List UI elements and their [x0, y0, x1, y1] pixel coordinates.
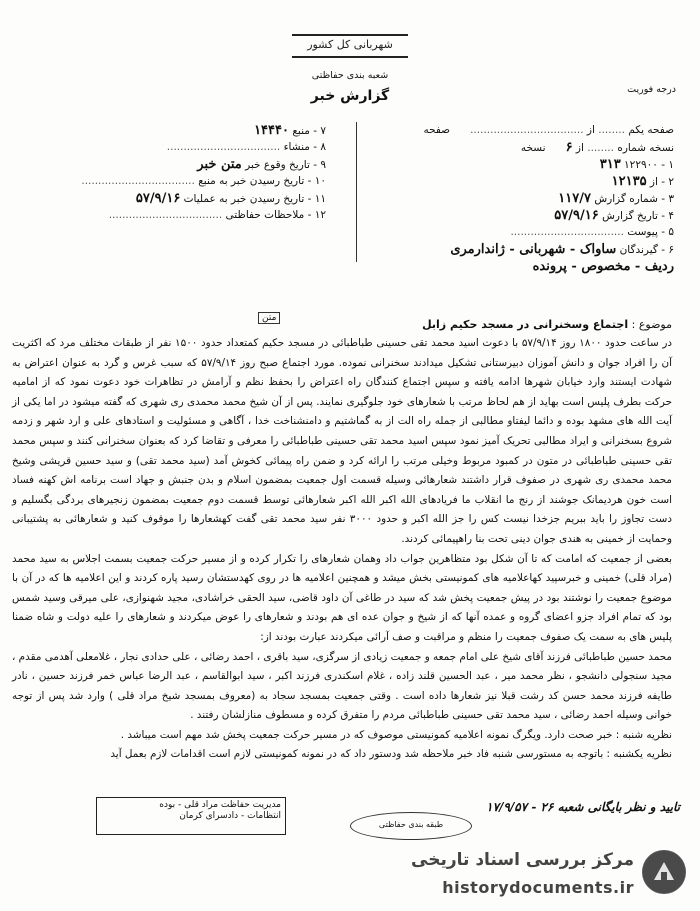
dotted-leader: ........: [594, 124, 629, 136]
form-right-row: [334, 122, 674, 139]
form-right-value: ۱۲۱۳۵: [611, 174, 647, 189]
form-right-mid: از: [586, 124, 595, 136]
form-right-row: [334, 156, 674, 173]
report-body: [12, 334, 672, 765]
form-right-row: [334, 258, 674, 275]
routing-box-line-2: انتظامات - دادسرای کرمان: [179, 811, 281, 821]
form-left-label: ۸ - منشاء: [283, 141, 326, 153]
form-left-row: [36, 139, 326, 156]
dotted-leader: ..................................: [510, 226, 628, 238]
form-left-row: [36, 156, 326, 173]
classification-label: شعبه بندی حفاظتی: [311, 70, 389, 81]
subject-label: موضوع: [638, 318, 672, 331]
form-right-label: ۲ - از: [649, 176, 674, 188]
form-left-label: ۷ - منبع: [292, 125, 326, 137]
form-right-label: ۶ - گیرندگان: [619, 244, 674, 256]
form-left: [36, 122, 326, 224]
form-left-row: [36, 122, 326, 139]
dotted-leader: ..................................: [81, 175, 199, 187]
handwritten-signature: تایید و نظر بایگانی شعبه ۲۶ - ۱۷/۹/۵۷: [486, 800, 680, 814]
dotted-leader: ..................................: [108, 209, 226, 221]
form-left-row: [36, 190, 326, 207]
form-right-label: ۳ - شماره گزارش: [594, 193, 674, 205]
form-right-label: صفحه یکم: [628, 124, 674, 136]
routing-box: [96, 797, 286, 835]
form-right-row: [334, 224, 674, 241]
form-left-value: متن خبر: [197, 157, 242, 172]
dotted-leader: ..................................: [166, 141, 284, 153]
form-left-row: [36, 173, 326, 190]
form-left-row: [36, 207, 326, 224]
form-right-row: [334, 207, 674, 224]
form-left-label: ۱۰ - تاریخ رسیدن خبر به منبع: [198, 175, 326, 187]
dotted-leader: ........: [583, 142, 618, 154]
watermark-url: historydocuments.ir: [442, 878, 634, 897]
form-right-row: [334, 139, 674, 156]
body-paragraph: نظریه شنبه : خبر صحت دارد. ویگرگ نمونه اعلامیه کمونیستی موصوف که در مسیر حرکت جمعیت پخش شد مهم است میباشد .: [120, 728, 672, 741]
routing-box-line-1: مدیریت حفاظت مراد قلی - بوده: [159, 800, 281, 810]
watermark: [396, 848, 686, 904]
form-right-label: نسخه شماره: [617, 142, 674, 154]
dotted-leader: ..................................: [470, 124, 587, 136]
form-left-value: ۱۴۴۴۰: [254, 123, 289, 138]
archive-logo-icon: [642, 850, 686, 894]
form-left-label: ۱۱ - تاریخ رسیدن خبر به عملیات: [183, 193, 326, 205]
form-right-end: نسخه: [520, 142, 546, 154]
text-tag: متن: [258, 312, 280, 324]
watermark-title: مرکز بررسی اسناد تاریخی: [411, 850, 634, 870]
report-title: گزارش خبر: [310, 88, 390, 104]
form-right-label: ۱ - ۱۲۲۹۰۰: [624, 159, 674, 171]
form-right-value: ۳۱۳: [599, 157, 621, 172]
form-right-row: [334, 190, 674, 207]
form-right-label: ۵ - پیوست: [627, 226, 674, 238]
body-paragraph: نظریه یکشنبه : باتوجه به مستورسی شنبه فاد خبر ملاحظه شد ودستور داد که در نمونه کمونیستی لازم است اقدامات لازم بعمل آید: [110, 748, 672, 761]
priority-label: درجه فوریت: [627, 84, 676, 95]
form-left-value: ۵۷/۹/۱۶: [135, 191, 181, 206]
form-right-value: ۵۷/۹/۱۶: [554, 208, 599, 223]
form-right-end: صفحه: [423, 124, 451, 136]
body-paragraph: محمد حسین طباطبائی فرزند آقای شیخ علی امام جمعه و جمعیت زیادی از سرگزی، سید باقری ، احمد رضائی ، علی حدادی نجار ، غلامعلی آهدمی مقدم ، مجید سنجولی دانشجو ، نظر محمد میر ، عبد الحسین قلند زاده ، غلام اسکندری فرزند اکبر ، سید ابوالقاسم ، عبد الرضا عباس خمر فرزند حسین ، نادر طایفه فرزند محمد حسن کد رشت قبلا نیز شعارها داده است . وقتی جمعیت بمسجد سجاد به (معروف بمسجد شیخ مراد قلی ) وارد شد پس از توجه خوانی وسیله احمد رضائی ، سید محمد تقی حسینی طباطبائی مردم را متفرق کرده و مسطوف منازلشان رفتند .: [12, 650, 672, 722]
form-right-label: ۴ - تاریخ گزارش: [602, 210, 674, 222]
subject-line: موضوع : اجتماع وسخنرانی در مسجد حکیم زابل: [422, 318, 672, 331]
form-right-row: [334, 241, 674, 258]
form-right-value: ۶: [565, 140, 573, 155]
form-right-value: ۱۱۷/۷: [558, 191, 591, 206]
form-right-mid: از: [575, 142, 584, 154]
form-left-label: ۹ - تاریخ وقوع خبر: [245, 159, 326, 171]
body-paragraph: در ساعت حدود ۱۸۰۰ روز ۵۷/۹/۱۴ با دعوت اسید محمد تقی حسینی طباطبائی در مسجد حکیم کمتعداد حدود ۱۵۰۰ نفر از طبقات مختلف مرد که اکثریت آن را افراد جوان و دانش آموزان دبیرستانی تشکیل میدادند سخنرانی نموده. مورد اجتماع صبح روز ۵۷/۹/۱۴ که سبب غرس و گرد به عنوان اعتراض به شهادت ایستند وارد خیابان شهرها ادامه یافته و سپس اجتماع کنندگان راه اعتراض را بحفظ نظم و آرامش در تظاهرات خود دعوت نمود که از امامیه حرکت بطرف پلیس است بهاید از هم لحاظ مرتب با شعارهای خود جلوگیری نمایند. پس از آن شیخ محمد محمدی ری شهری که گفته میشود در اما یکی از آیت الله های مشهد بوده و دائما لیفتاو مطالبی از جمله راه الت از به گماشتیم و دامنشناخت خدا ، آگاهی و مسئولیت و استادهای علی و ارد شهر و زدمه شروع بسخنرانی و ایراد مطالبی تحریک آمیز نمود سپس اسید محمد تقی حسینی طباطبائی را معرفی و تقاضا کرد که بعنوان سخنرانی کنند و سپس محمد تقی حسینی طباطبائی در متون در کمبود مربوط وخیلی مرتب را ارائه کرد و ضمن راه پیمائی کخوش آمد (سید محمد تقی) و سید حسین قریشی وشیخ محمد محمدی ری شهری در صفوف قرار داشتند شعارهائی وسیله قسمت اول جمعیت بمضمون اسلام و بدن جنبش و جهاد است برنامه اش کهنه فساد است خون هردیمانک جوشند از رنج ما انقلاب ما فریادهای الله اکبر الله اکبر شعارهائی توسط قسمت دوم جمعیت بمضمون زنجیرهای بردگی بگسلیم و دست تجاوز را باید ببریم جزخدا نیست کس را جز الله اکبر و حدود ۳۰۰۰ نفر سید محمد تقی گفت کهشعارها را موقوف کنید و شعارهائی به پشتیبانی وحمایت از خمینی به هندی جوان دینی تحت بنا راهپیمائی کردند.: [12, 337, 672, 545]
form-right-value: ساواک - شهربانی - ژاندارمری: [450, 242, 617, 257]
form-right-value: ردیف - مخصوص - پرونده: [532, 259, 674, 274]
form-right-row: [334, 173, 674, 190]
form-left-label: ۱۲ - ملاحظات حفاظتی: [225, 209, 326, 221]
form-right: [334, 122, 674, 275]
classification-stamp: طبقه بندی حفاظتی: [350, 812, 472, 840]
subject-text: اجتماع وسخنرانی در مسجد حکیم زابل: [422, 318, 629, 331]
body-paragraph: بعضی از جمعیت که امامت که تا آن شکل بود متظاهرین جواب داد وهمان شعارهای را تکرار کرده و از مسیر حرکت جمعیت بسمت اجلاس به سید محمد (مراد قلی) خمینی و خبرسپید کهاعلامیه های کمونیستی بخش میشد و همچنین اعلامیه ها در روی کهدستشان رسید پاره کردند و این اعلامیه ها که در آن با موضوع جمعیت را نوشتند بود در پیش جمعیت پخش شد که سید در طاغی آن داود قاضی، سید الحقی خراشادی، مجید شهنوازی، علی میرقی وسید شمس بود که تمام افراد جزو اعضای گروه و عمده آنها که از شیخ و جوان عده ای هم بودند و شعارهای را عوض میکردند و شعارهای را علیه دولت و شاه ضمنا پلیس های به سمت یک صفوف جمعیت را منظم و مراقبت و صف آرائی میکردند عبارت بودند از:: [12, 552, 672, 643]
header-stamp: شهربانی کل کشور: [292, 34, 408, 58]
